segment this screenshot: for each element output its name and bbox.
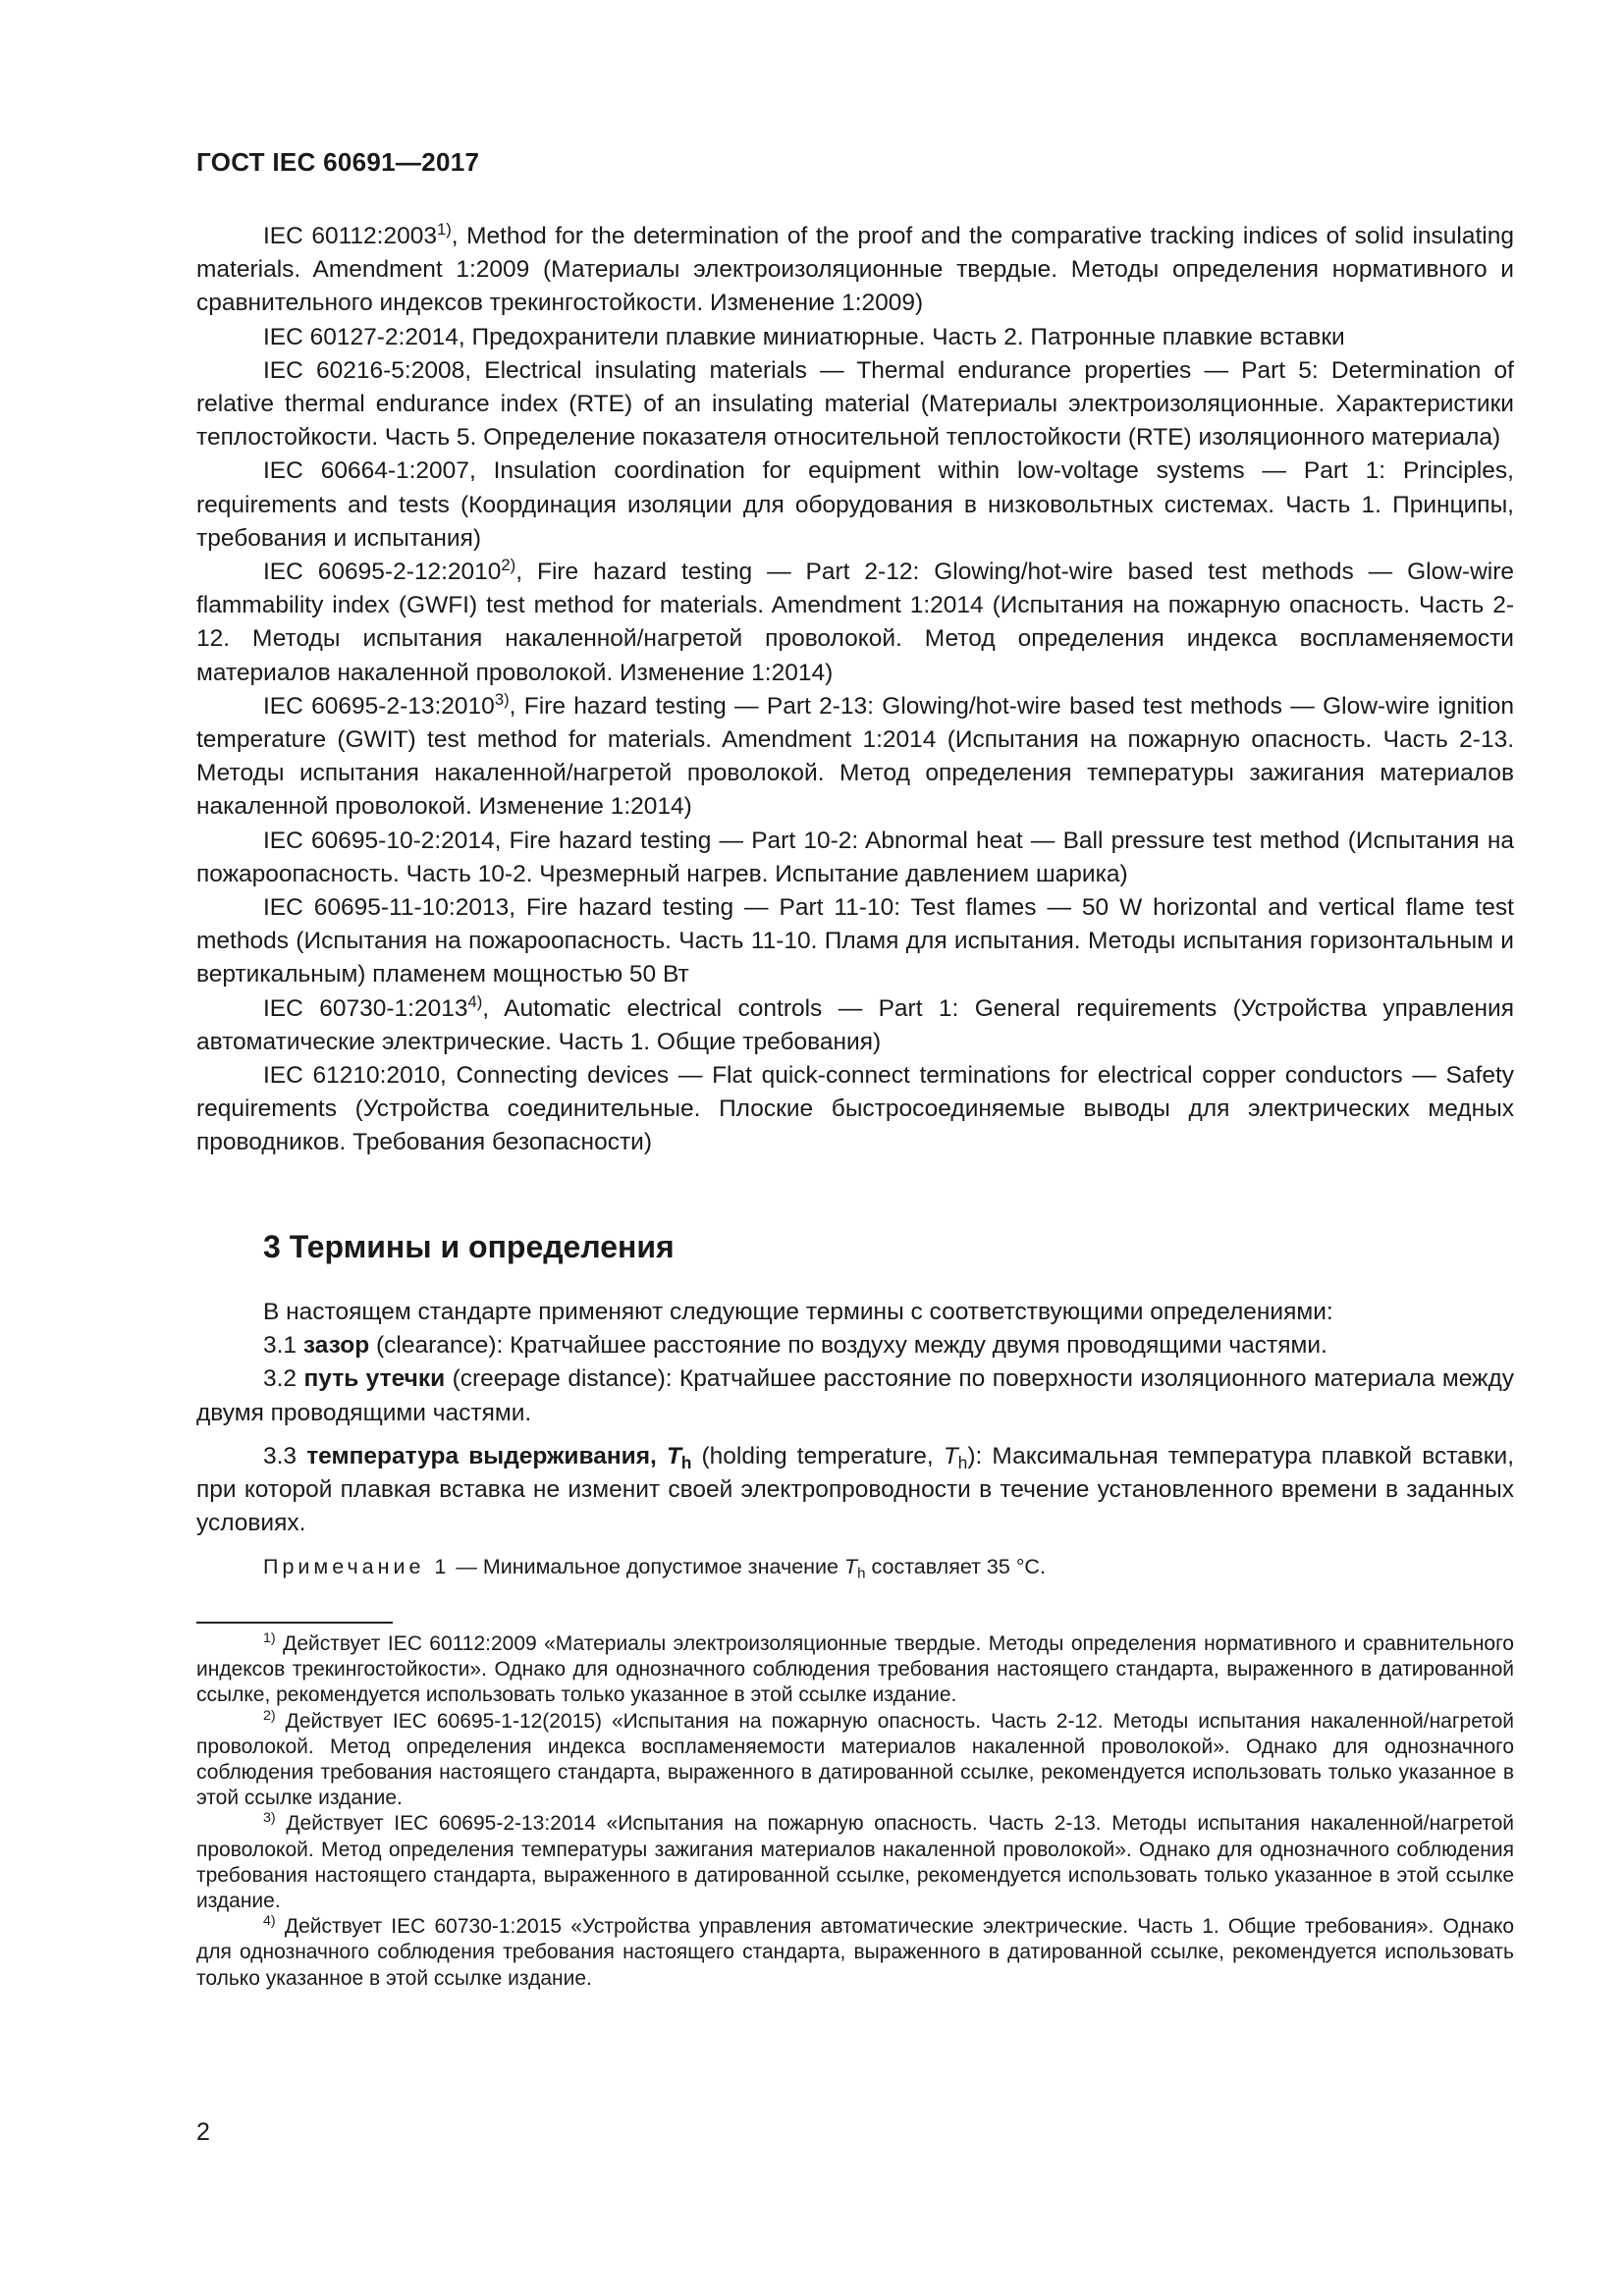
reference-text: , Предохранители плавкие миниатюрные. Часть 2. Патронные плавкие вставки (458, 323, 1345, 350)
footnote-mark: 2) (501, 555, 516, 574)
reference-code: IEC 61210:2010 (263, 1062, 440, 1090)
footnote-number: 2) (263, 1707, 276, 1724)
term-name: зазор (302, 1332, 370, 1360)
reference-item (196, 220, 1514, 321)
footnote-text: Действует IEC 60695-1-12(2015) «Испытания на пожарную опасность. Часть 2-12. Методы испытания накаленной/нагретой проволокой. Метод определения индекса воспламеняемости материалов накаленной проволокой». Однако для однозначного соблюдения требования настоящего стандарта, выраженного в датированной ссылке, рекомендуется использовать только указанное в этой ссылке издание. (196, 1709, 1514, 1810)
footnote-number: 1) (263, 1630, 276, 1647)
term-text: (clearance): Кратчайшее расстояние по воздуху между двумя проводящими частями. (369, 1332, 1327, 1360)
footnote (196, 1631, 1514, 1709)
footnote-number: 3) (263, 1810, 276, 1827)
footnote-number: 4) (263, 1913, 276, 1930)
reference-text: , Fire hazard testing — Part 2-13: Glowing/hot-wire based test methods — Glow-wire ignition temperature (GWIT) test method for materials. Amendment 1:2014 (Испытания на пожарную опасность. Часть 2-13. Методы испытания накаленной/нагретой проволокой. Метод определения температуры зажигания материалов накаленной проволокой. Изменение 1:2014) (196, 692, 1514, 821)
reference-text: , Fire hazard testing — Part 10-2: Abnormal heat — Ball pressure test method (Испытания на пожароопасность. Часть 10-2. Чрезмерный нагрев. Испытание давлением шарика) (196, 827, 1515, 887)
term-definition (196, 1440, 1514, 1541)
reference-item (196, 354, 1514, 455)
page-number: 2 (196, 2118, 210, 2146)
footnote-mark: 4) (467, 991, 483, 1011)
page-header-title: ГОСТ IEC 60691—2017 (196, 147, 480, 177)
term-name: путь утечки (303, 1365, 446, 1393)
footnote-text: Действует IEC 60695-2-13:2014 «Испытания на пожарную опасность. Часть 2-13. Методы испытания накаленной/нагретой проволокой. Метод определения температуры зажигания материалов накаленной проволокой». Однако для однозначного соблюдения требования настоящего стандарта, выраженного в датированной ссылке, рекомендуется использовать только указанное в этой ссылке издание. (196, 1812, 1514, 1913)
reference-item (196, 321, 1514, 354)
reference-text: , Method for the determination of the proof and the comparative tracking indices of solid insulating materials. Amendment 1:2009 (Материалы электроизоляционные твердые. Методы определения нормативного и сравнительного индексов трекингостойкости. Изменение 1:2009) (196, 223, 1514, 317)
footnote-mark: 1) (436, 219, 452, 239)
note-symbol-subscript: h (857, 1565, 866, 1582)
footnote-separator (196, 1622, 393, 1624)
reference-code: IEC 60730-1:2013 (263, 994, 468, 1022)
section-title: 3 Термины и определения (263, 1229, 675, 1264)
reference-code: IEC 60664-1:2007 (263, 457, 469, 485)
term-text-continued: ): Максимальная температура плавкой вставки, при которой плавкая вставка не изменит своей электропроводности в течение установленного времени в заданных условиях. (196, 1442, 1515, 1537)
reference-code: IEC 60695-10-2:2014 (263, 827, 495, 854)
term-symbol: T (666, 1442, 681, 1469)
note-symbol: T (844, 1555, 858, 1579)
term-number: 3.1 (263, 1332, 298, 1360)
note-label: Примечание 1 (263, 1555, 451, 1579)
reference-text: , Fire hazard testing — Part 11-10: Test flames — 50 W horizontal and vertical flame test methods (Испытания на пожароопасность. Часть 11-10. Пламя для испытания. Методы испытания горизонтальным и вертикальным) пламенем мощностью 50 Вт (196, 894, 1514, 988)
reference-code: IEC 60695-11-10:2013 (263, 894, 510, 922)
term-text: (holding temperature, (691, 1442, 944, 1469)
reference-item (196, 825, 1514, 891)
normative-references-list (196, 220, 1514, 1160)
terms-section (196, 1296, 1514, 1581)
reference-code: IEC 60216-5:2008 (263, 356, 465, 384)
reference-text: , Fire hazard testing — Part 2-12: Glowing/hot-wire based test methods — Glow-wire flammability index (GWFI) test method for materials. Amendment 1:2014 (Испытания на пожарную опасность. Часть 2-12. Методы испытания накаленной/нагретой проволокой. Метод определения индекса воспламеняемости материалов накаленной проволокой. Изменение 1:2014) (196, 559, 1514, 686)
term-symbol-subscript: h (680, 1452, 692, 1472)
reference-code: IEC 60112:2003 (263, 223, 437, 249)
note-paragraph (196, 1552, 1514, 1581)
reference-item (196, 454, 1514, 556)
footnote-text: Действует IEC 60730-1:2015 «Устройства управления автоматические электрические. Часть 1. Общие требования». Однако для однозначного соблюдения требования настоящего стандарта, выраженного в датированной ссылке, рекомендуется использовать только указанное в этой ссылке издание. (196, 1915, 1514, 1990)
term-symbol-inline-subscript: h (957, 1452, 968, 1472)
reference-text: , Insulation coordination for equipment within low-voltage systems — Part 1: Principles, requirements and tests (Координация изоляции для оборудования в низковольтных системах. Часть 1. Принципы, требования и испытания) (196, 457, 1514, 552)
term-number: 3.3 (263, 1442, 298, 1469)
term-symbol-inline: T (943, 1442, 958, 1469)
term-definition (196, 1329, 1514, 1362)
reference-item (196, 992, 1514, 1059)
term-definition (196, 1362, 1514, 1429)
footnote (196, 1914, 1514, 1992)
reference-text: , Automatic electrical controls — Part 1: General requirements (Устройства управления автоматические электрические. Часть 1. Общие требования) (196, 994, 1514, 1055)
reference-item (196, 690, 1514, 825)
reference-item (196, 1059, 1514, 1160)
note-text: — Минимальное допустимое значение (450, 1555, 844, 1579)
footnote (196, 1811, 1514, 1914)
reference-code: IEC 60695-2-12:2010 (263, 559, 502, 586)
footnote-mark: 3) (494, 689, 510, 709)
footnotes-list (196, 1631, 1514, 1992)
note-text-continued: составляет 35 °C. (865, 1555, 1046, 1579)
reference-code: IEC 60695-2-13:2010 (263, 692, 495, 720)
reference-text: , Connecting devices — Flat quick-connect terminations for electrical copper conductors — Safety requirements (Устройства соединительные. Плоские быстросоединяемые выводы для электрических медных проводников. Требования безопасности) (196, 1062, 1515, 1156)
reference-code: IEC 60127-2:2014 (263, 323, 459, 350)
term-number: 3.2 (263, 1365, 298, 1393)
reference-text: , Electrical insulating materials — Thermal endurance properties — Part 5: Determination of relative thermal endurance index (RTE) of an insulating material (Материалы электроизоляционные. Характеристики теплостойкости. Часть 5. Определение показателя относительной теплостойкости (RTE) изоляционного материала) (196, 356, 1514, 452)
term-name: температура выдерживания, (306, 1442, 657, 1469)
term-text: (creepage distance): Кратчайшее расстояние по поверхности изоляционного материала между двумя проводящими частями. (196, 1365, 1514, 1426)
footnote-text: Действует IEC 60112:2009 «Материалы электроизоляционные твердые. Методы определения нормативного и сравнительного индексов трекингостойкости». Однако для однозначного соблюдения требования настоящего стандарта, выраженного в датированной ссылке, рекомендуется использовать только указанное в этой ссылке издание. (196, 1632, 1514, 1707)
section-intro: В настоящем стандарте применяют следующие термины с соответствующими определениями: (263, 1299, 1333, 1325)
footnote (196, 1709, 1514, 1812)
reference-item (196, 891, 1514, 992)
reference-item (196, 556, 1514, 690)
